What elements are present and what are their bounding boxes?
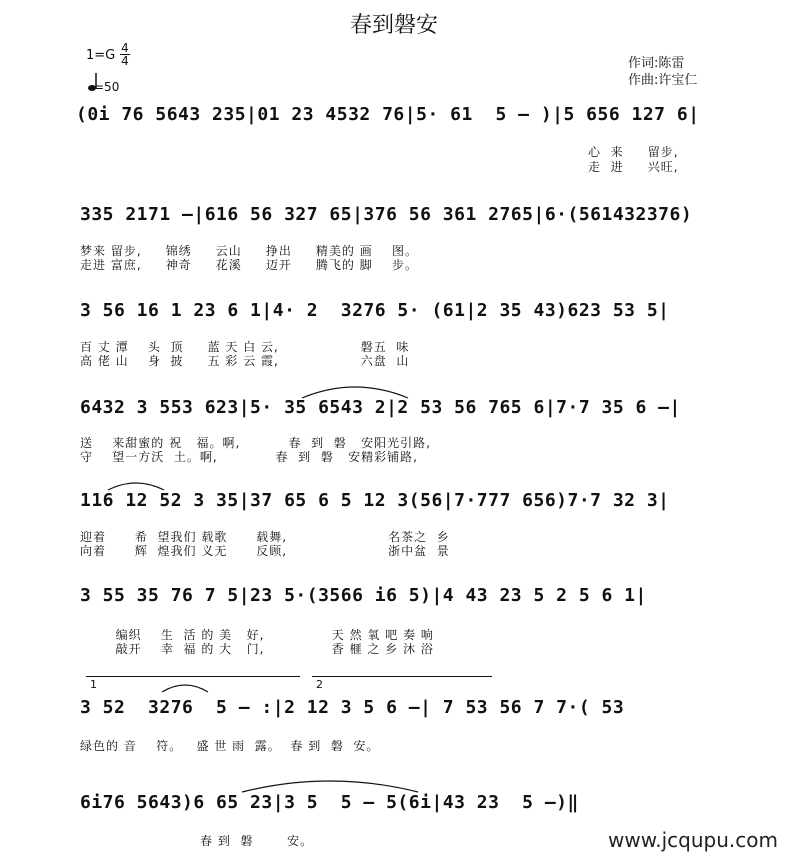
song-title: 春到磐安 (349, 13, 438, 38)
lyric-line-7-verse-1: 绿色的 音 符。 盛 世 雨 露。 春 到 磐 安。 (80, 739, 380, 753)
slur-mark (106, 478, 166, 492)
score-line-1: (0i 76 5643 235|01 23 4532 76|5· 61 5 – )|5 656 127 6| (76, 104, 700, 125)
lyric-line-4-verse-2: 守 望一方沃 土。啊, 春 到 磐 安精彩铺路, (80, 450, 418, 464)
lyric-line-1-verse-2: 走 进 兴旺, (588, 160, 679, 174)
time-signature (120, 42, 130, 67)
score-line-5: 116 12 52 3 35|37 65 6 5 12 3(56|7·777 656)7·7 32 3| (80, 490, 670, 511)
lyric-line-1-verse-1: 心 来 留步, (588, 145, 679, 159)
score-line-7: 3 52 3276 5 – :|2 12 3 5 6 –| 7 53 56 7 7·( 53 (80, 697, 625, 718)
score-line-8: 6i76 5643)6 65 23|3 5 5 – 5(6i|43 23 5 –)‖ (80, 792, 579, 813)
key-signature: 1=G (86, 48, 116, 63)
lyric-line-6-verse-1: 编织 生 活 的 美 好, 天 然 氧 吧 奏 响 (106, 628, 434, 642)
watermark-text: www.jcqupu.com (608, 828, 778, 852)
score-line-2: 335 2171 –|616 56 327 65|376 56 361 2765|6·(561432376) (80, 204, 693, 225)
slur-mark (300, 380, 410, 400)
score-line-4: 6432 3 553 623|5· 35 6543 2|2 53 56 765 6|7·7 35 6 –| (80, 397, 681, 418)
lyric-line-2-verse-1: 梦来 留步, 锦绣 云山 挣出 精美的 画 图。 (80, 244, 418, 258)
composer-credit: 作曲:许宝仁 (628, 73, 698, 88)
slur-mark (240, 776, 420, 794)
volta-2-bracket (312, 676, 492, 677)
score-line-3: 3 56 16 1 23 6 1|4· 2 3276 5· (61|2 35 43)623 53 5| (80, 300, 670, 321)
tempo-marking: =50 (94, 80, 120, 94)
lyric-line-3-verse-1: 百 丈 潭 头 顶 蓝 天 白 云, 磐五 味 (80, 340, 410, 354)
lyric-line-5-verse-2: 向着 辉 煌我们 义无 反顾, 浙中盆 景 (80, 544, 450, 558)
slur-mark (160, 680, 210, 694)
lyric-line-3-verse-2: 高 佬 山 身 披 五 彩 云 霞, 六盘 山 (80, 354, 410, 368)
volta-2-label: 2 (316, 678, 323, 691)
lyric-line-2-verse-2: 走进 富庶, 神奇 花溪 迈开 腾飞的 脚 步。 (80, 258, 418, 272)
volta-1-bracket (86, 676, 300, 677)
lyric-line-6-verse-2: 敲开 幸 福 的 大 门, 香 榧 之 乡 沐 浴 (106, 642, 434, 656)
lyric-line-5-verse-1: 迎着 希 望我们 载歌 载舞, 名茶之 乡 (80, 530, 450, 544)
time-signature-top: 4 (121, 41, 129, 55)
lyricist-credit: 作词:陈雷 (628, 56, 685, 71)
lyric-line-8-verse-1: 春 到 磐 安。 (200, 834, 314, 848)
volta-1-label: 1 (90, 678, 97, 691)
time-signature-bottom: 4 (121, 54, 129, 68)
score-line-6: 3 55 35 76 7 5|23 5·(3566 i6 5)|4 43 23 5 2 5 6 1| (80, 585, 647, 606)
lyric-line-4-verse-1: 送 来甜蜜的 祝 福。啊, 春 到 磐 安阳光引路, (80, 436, 431, 450)
